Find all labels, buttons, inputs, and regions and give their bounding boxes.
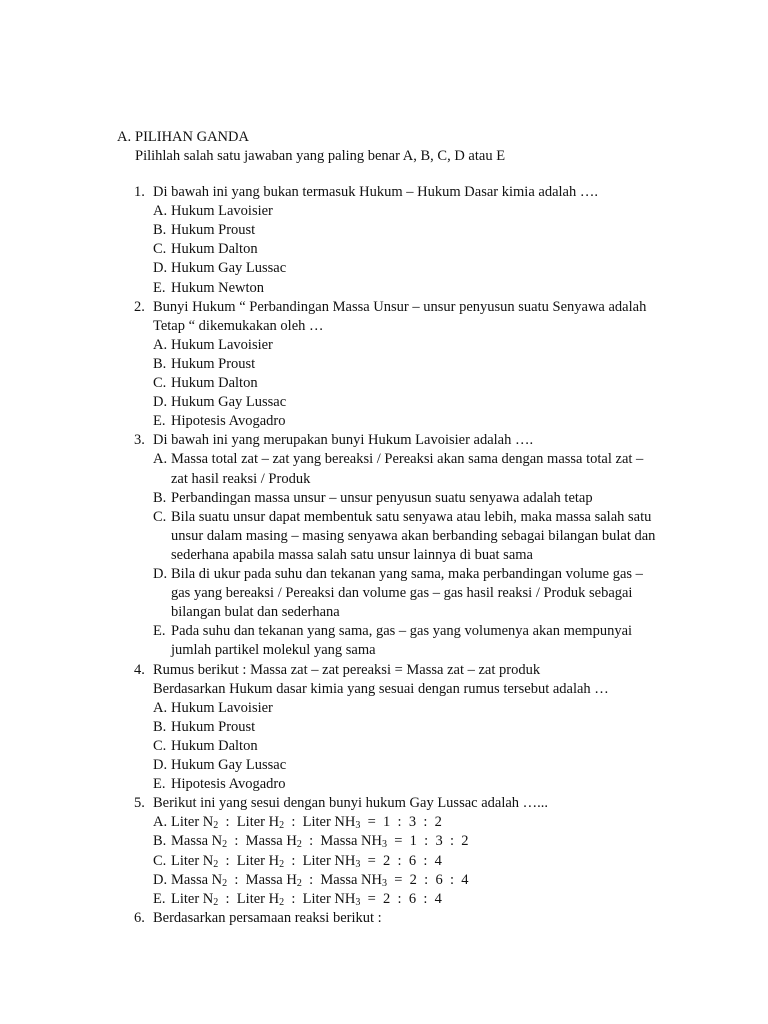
formula-text: : Massa H [227, 872, 297, 888]
option-text: Hukum Gay Lussac [171, 757, 287, 773]
option-text: Hipotesis Avogadro [171, 776, 286, 792]
option-letter: B. [153, 356, 167, 372]
subscript: 2 [279, 859, 285, 870]
option-text: Pada suhu dan tekanan yang sama, gas – gas yang volumenya akan mempunyai [171, 623, 633, 639]
option-text: Massa total zat – zat yang bereaksi / Pereaksi akan sama dengan massa total zat – [171, 451, 644, 467]
option-letter: B. [153, 222, 167, 238]
question-number: 3. [134, 432, 145, 448]
option-letter: C. [153, 375, 167, 391]
option-text: zat hasil reaksi / Produk [171, 471, 311, 487]
question-text: Di bawah ini yang merupakan bunyi Hukum Lavoisier adalah …. [153, 432, 534, 448]
section-letter: A. [117, 129, 132, 145]
formula-text: = 2 : 6 : 4 [387, 872, 469, 888]
option-text [171, 871, 469, 890]
option-text [171, 813, 442, 832]
option-text: bilangan bulat dan sederhana [171, 604, 340, 620]
option-letter: C. [153, 738, 167, 754]
option-letter: B. [153, 490, 167, 506]
option-letter: A. [153, 451, 168, 467]
formula-text: = 1 : 3 : 2 [360, 814, 442, 830]
subscript: 3 [382, 839, 387, 850]
subscript: 3 [355, 897, 361, 908]
option-letter: A. [153, 203, 168, 219]
subscript: 3 [355, 820, 361, 831]
formula-text: Liter N [171, 853, 214, 869]
option-text: Hukum Proust [171, 356, 256, 372]
subscript: 2 [279, 820, 285, 831]
question-number: 4. [134, 662, 145, 678]
question-text: Berdasarkan Hukum dasar kimia yang sesuai dengan rumus tersebut adalah … [153, 681, 609, 697]
option-text: jumlah partikel molekul yang sama [171, 642, 376, 658]
option-letter: E. [153, 413, 166, 429]
section-instruction: Pilihlah salah satu jawaban yang paling benar A, B, C, D atau E [135, 148, 506, 164]
formula-text: : Massa H [227, 833, 297, 849]
option-letter: B. [153, 833, 167, 849]
option-letter: D. [153, 872, 168, 888]
subscript: 3 [355, 859, 361, 870]
option-text: Hukum Gay Lussac [171, 394, 287, 410]
option-letter: C. [153, 853, 167, 869]
option-letter: E. [153, 891, 166, 907]
formula-text: = 2 : 6 : 4 [360, 853, 442, 869]
option-text [171, 852, 442, 871]
formula-text: : Liter H [218, 853, 280, 869]
formula-text: : Massa NH [301, 833, 382, 849]
option-text: Bila suatu unsur dapat membentuk satu senyawa atau lebih, maka massa salah satu [171, 509, 652, 525]
question-text: Berdasarkan persamaan reaksi berikut : [153, 910, 382, 926]
option-text [171, 890, 442, 909]
question-text: Berikut ini yang sesui dengan bunyi hukum Gay Lussac adalah …... [153, 795, 549, 811]
option-text: Hukum Proust [171, 719, 256, 735]
formula-text: : Liter NH [284, 853, 356, 869]
question-text: Di bawah ini yang bukan termasuk Hukum – Hukum Dasar kimia adalah …. [153, 184, 598, 200]
option-letter: D. [153, 566, 168, 582]
formula-text: : Massa NH [301, 872, 382, 888]
question-text: Tetap “ dikemukakan oleh … [153, 318, 324, 334]
question-number: 6. [134, 910, 145, 926]
option-letter: E. [153, 623, 166, 639]
option-text: Hukum Gay Lussac [171, 260, 287, 276]
option-letter: E. [153, 776, 166, 792]
option-letter: D. [153, 260, 168, 276]
option-text [171, 832, 469, 851]
option-text: Hukum Dalton [171, 738, 258, 754]
formula-text: : Liter H [218, 891, 280, 907]
option-text: sederhana apabila massa salah satu unsur lainnya di buat sama [171, 547, 533, 563]
option-letter: A. [153, 337, 168, 353]
subscript: 2 [279, 897, 285, 908]
question-number: 5. [134, 795, 145, 811]
option-letter: C. [153, 241, 167, 257]
question-number: 2. [134, 299, 145, 315]
option-text: Hukum Newton [171, 280, 265, 296]
option-text: unsur dalam masing – masing senyawa akan berbanding sebagai bilangan bulat dan [171, 528, 656, 544]
question-number: 1. [134, 184, 145, 200]
formula-text: Liter N [171, 891, 214, 907]
option-text: Perbandingan massa unsur – unsur penyusun suatu senyawa adalah tetap [171, 490, 593, 506]
formula-text: : Liter NH [284, 891, 356, 907]
option-text: gas yang bereaksi / Pereaksi dan volume gas – gas hasil reaksi / Produk sebagai [171, 585, 633, 601]
subscript: 2 [222, 839, 228, 850]
formula-text: = 1 : 3 : 2 [387, 833, 469, 849]
question-text: Rumus berikut : Massa zat – zat pereaksi = Massa zat – zat produk [153, 662, 541, 678]
subscript: 2 [222, 878, 228, 889]
option-letter: E. [153, 280, 166, 296]
formula-text: Massa N [171, 872, 223, 888]
subscript: 2 [213, 820, 219, 831]
subscript: 2 [296, 878, 302, 889]
option-letter: D. [153, 394, 168, 410]
formula-text: = 2 : 6 : 4 [360, 891, 442, 907]
formula-text: Massa N [171, 833, 223, 849]
option-letter: A. [153, 700, 168, 716]
option-letter: B. [153, 719, 167, 735]
option-text: Bila di ukur pada suhu dan tekanan yang sama, maka perbandingan volume gas – [171, 566, 643, 582]
subscript: 3 [382, 878, 387, 889]
option-text: Hukum Dalton [171, 375, 258, 391]
formula-text: : Liter H [218, 814, 280, 830]
subscript: 2 [213, 859, 219, 870]
option-text: Hipotesis Avogadro [171, 413, 286, 429]
option-letter: C. [153, 509, 167, 525]
subscript: 2 [213, 897, 219, 908]
option-text: Hukum Lavoisier [171, 203, 273, 219]
option-letter: A. [153, 814, 168, 830]
formula-text: Liter N [171, 814, 214, 830]
option-letter: D. [153, 757, 168, 773]
option-text: Hukum Lavoisier [171, 700, 273, 716]
section-title: PILIHAN GANDA [135, 129, 249, 145]
option-text: Hukum Lavoisier [171, 337, 273, 353]
subscript: 2 [296, 839, 302, 850]
formula-text: : Liter NH [284, 814, 356, 830]
option-text: Hukum Proust [171, 222, 256, 238]
option-text: Hukum Dalton [171, 241, 258, 257]
question-text: Bunyi Hukum “ Perbandingan Massa Unsur – unsur penyusun suatu Senyawa adalah [153, 299, 647, 315]
